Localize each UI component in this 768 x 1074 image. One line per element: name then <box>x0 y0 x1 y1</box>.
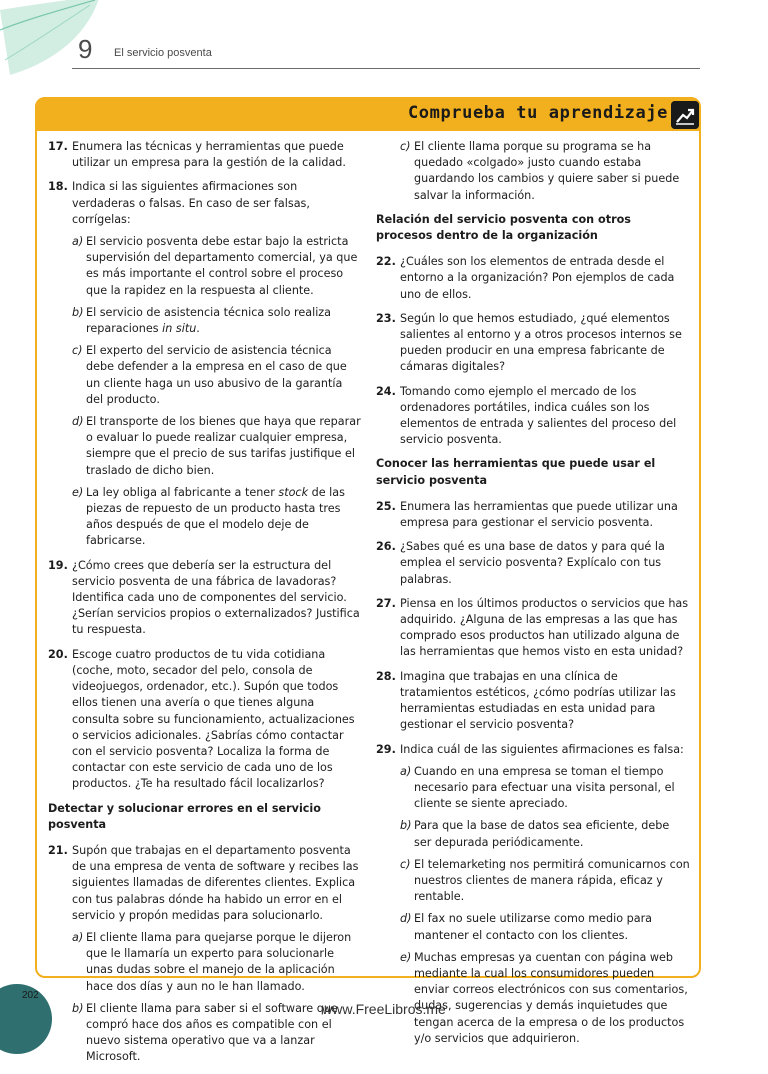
website-footer: www.FreeLibros.me <box>322 1001 446 1017</box>
right-column <box>376 139 690 1055</box>
option-c <box>72 343 362 408</box>
left-column <box>48 139 362 1074</box>
question-text: ¿Sabes qué es una base de datos y para qué la emplea el servicio posventa? Explícalo con tus palabras. <box>400 540 665 586</box>
option-c <box>400 857 690 906</box>
section-heading: Conocer las herramientas que puede usar el servicio posventa <box>376 457 656 487</box>
chapter-number: 9 <box>78 34 93 64</box>
question-text: Piensa en los últimos productos o servicios que has adquirido. ¿Alguna de las empresas a las que has comprado esos productos han utilizado alguna de las herramientas que hemos visto en esta unidad? <box>400 596 689 659</box>
option-text: El cliente llama para quejarse porque le dijeron que le llamaría un experto para solucionarle unas dudas sobre el manejo de la aplicación hace dos días y aun no le han llamado. <box>86 930 352 993</box>
option-text: El experto del servicio de asistencia técnica debe defender a la empresa en el caso de que un cliente haga un uso abusivo de la garantía del producto. <box>86 344 347 406</box>
option-text: El telemarketing nos permitirá comunicarnos con nuestros clientes de manera rápida, eficaz y rentable. <box>414 857 690 904</box>
question-number: 18. <box>48 180 68 194</box>
question-number: 28. <box>376 669 396 683</box>
question-18 <box>48 179 362 549</box>
question-number: 17. <box>48 140 68 153</box>
question-25 <box>376 499 690 531</box>
page-header <box>72 34 700 69</box>
question-text: Imagina que trabajas en una clínica de tratamientos estéticos, ¿cómo podrías utilizar las herramientas estudiadas en esta unidad para gestionar el servicio posventa? <box>400 669 676 732</box>
option-letter: a) <box>72 235 84 249</box>
question-number: 25. <box>376 499 396 513</box>
option-letter: e) <box>72 485 84 499</box>
question-text: ¿Cómo crees que debería ser la estructura del servicio posventa de una fábrica de lavadoras? Identifica cada uno de componentes del servicio. ¿Serían servicios propios o externalizados? Justifica tu respuesta. <box>72 558 360 637</box>
option-letter: b) <box>72 1001 84 1015</box>
question-17 <box>48 139 362 171</box>
option-letter: c) <box>400 857 411 871</box>
question-21 <box>48 843 362 1066</box>
question-text: Supón que trabajas en el departamento posventa de una empresa de venta de software y recibes las siguientes llamadas de diferentes clientes. Explica con tus palabras dónde ha habido un error en el servicio y propón medidas para solucionarlo. <box>72 843 359 922</box>
option-a <box>400 764 690 813</box>
question-number: 29. <box>376 742 396 756</box>
option-e <box>72 485 362 550</box>
option-b <box>400 818 690 850</box>
question-text: Enumera las herramientas que puede utilizar una empresa para gestionar el servicio posventa. <box>400 499 678 530</box>
question-28 <box>376 669 690 734</box>
question-number: 20. <box>48 647 68 661</box>
option-b <box>72 305 362 337</box>
option-d <box>400 911 690 943</box>
option-e <box>400 950 690 1047</box>
option-letter: e) <box>400 950 412 964</box>
option-text: El servicio de asistencia técnica solo realiza reparaciones <box>86 305 332 336</box>
question-text: Tomando como ejemplo el mercado de los ordenadores portátiles, indica cuáles son los elementos de entrada y salientes del proceso del servicio posventa. <box>400 384 677 447</box>
option-letter: d) <box>400 912 412 926</box>
question-number: 24. <box>376 384 396 398</box>
page-number: 202 <box>22 990 39 1001</box>
question-text: Indica si las siguientes afirmaciones son verdaderas o falsas. En caso de ser falsas, corrígelas: <box>72 180 310 226</box>
option-letter: c) <box>400 140 411 153</box>
section-heading: Detectar y solucionar errores en el servicio posventa <box>48 801 321 831</box>
section-heading: Relación del servicio posventa con otros procesos dentro de la organización <box>376 212 631 243</box>
question-20 <box>48 647 362 793</box>
question-21-continued <box>376 139 690 204</box>
exercise-box-title: Comprueba tu aprendizaje <box>407 103 668 123</box>
option-text: El servicio posventa debe estar bajo la estricta supervisión del departamento comercial, ya que es más importante el control sobre el proceso que la rapidez en la respuesta al cliente. <box>86 235 358 297</box>
option-c <box>400 139 690 204</box>
chapter-title: El servicio posventa <box>114 47 212 59</box>
question-text: Según lo que hemos estudiado, ¿qué elementos salientes al entorno y a otros procesos internos se pueden producir en una empresa fabricante de cámaras digitales? <box>400 311 682 374</box>
option-text: El cliente llama porque su programa se ha quedado «colgado» justo cuando estaba guardando los cambios y quiere saber si puede salvar la información. <box>414 140 680 202</box>
option-letter: c) <box>72 344 83 358</box>
option-text: La ley obliga al fabricante a tener <box>86 485 279 499</box>
question-22 <box>376 254 690 303</box>
option-emphasis: in situ <box>162 322 197 336</box>
question-26 <box>376 539 690 588</box>
option-text: Cuando en una empresa se toman el tiempo necesario para efectuar una visita personal, el cliente se siente apreciado. <box>414 764 675 811</box>
option-text: El transporte de los bienes que haya que reparar o evaluar lo puede realizar cualquier empresa, siempre que el precio de sus tarifas justifique el traslado de dicho bien. <box>86 415 361 477</box>
option-a <box>72 930 362 995</box>
question-number: 22. <box>376 255 396 269</box>
option-text: Para que la base de datos sea eficiente, debe ser depurada periódicamente. <box>414 819 670 849</box>
option-letter: b) <box>72 305 84 319</box>
question-23 <box>376 311 690 376</box>
question-number: 26. <box>376 540 396 554</box>
question-24 <box>376 384 690 449</box>
question-number: 27. <box>376 596 396 610</box>
option-letter: a) <box>72 930 84 944</box>
option-letter: a) <box>400 764 412 778</box>
question-text: Enumera las técnicas y herramientas que puede utilizar un empresa para la gestión de la calidad. <box>72 140 346 170</box>
question-text: Escoge cuatro productos de tu vida cotidiana (coche, moto, secador del pelo, consola de videojuegos, ordenador, etc.). Supón que todos ellos tienen una avería o que tienes alguna consulta sobre su funcionamiento, actualizaciones o servicios adicionales. ¿Sabrías cómo contactar con el servicio posventa? Localiza la forma de contactar con este servicio de cada uno de los productos. ¿Te ha resultado fácil localizarlos? <box>72 647 355 791</box>
option-d <box>72 414 362 479</box>
question-number: 23. <box>376 311 396 325</box>
option-letter: b) <box>400 819 412 833</box>
option-letter: d) <box>72 415 84 429</box>
option-a <box>72 234 362 299</box>
chart-trend-icon <box>671 101 699 129</box>
question-number: 21. <box>48 843 68 857</box>
question-27 <box>376 596 690 661</box>
question-text: ¿Cuáles son los elementos de entrada desde el entorno a la organización? Pon ejemplos de cada uno de ellos. <box>400 255 675 301</box>
question-text: Indica cuál de las siguientes afirmaciones es falsa: <box>400 742 684 756</box>
question-19 <box>48 558 362 639</box>
option-text-end: de las piezas de repuesto de un producto hasta tres años después de que el modelo deje de fabricarse. <box>86 485 345 548</box>
option-emphasis: stock <box>278 485 309 499</box>
option-text-end: . <box>196 322 200 336</box>
option-text: El cliente llama para saber si el software que compró hace dos años es compatible con el nuevo sistema operativo que va a lanzar Microsoft. <box>86 1001 338 1064</box>
question-number: 19. <box>48 558 68 572</box>
option-text: Muchas empresas ya cuentan con página web mediante la cual los consumidores pueden enviar correos electrónicos con sus comentarios, dudas, sugerencias y demás inquietudes que tengan acerca de la empresa o de los productos y/o servicios que adquirieron. <box>414 950 688 1045</box>
option-text: El fax no suele utilizarse como medio para mantener el contacto con los clientes. <box>414 912 653 942</box>
